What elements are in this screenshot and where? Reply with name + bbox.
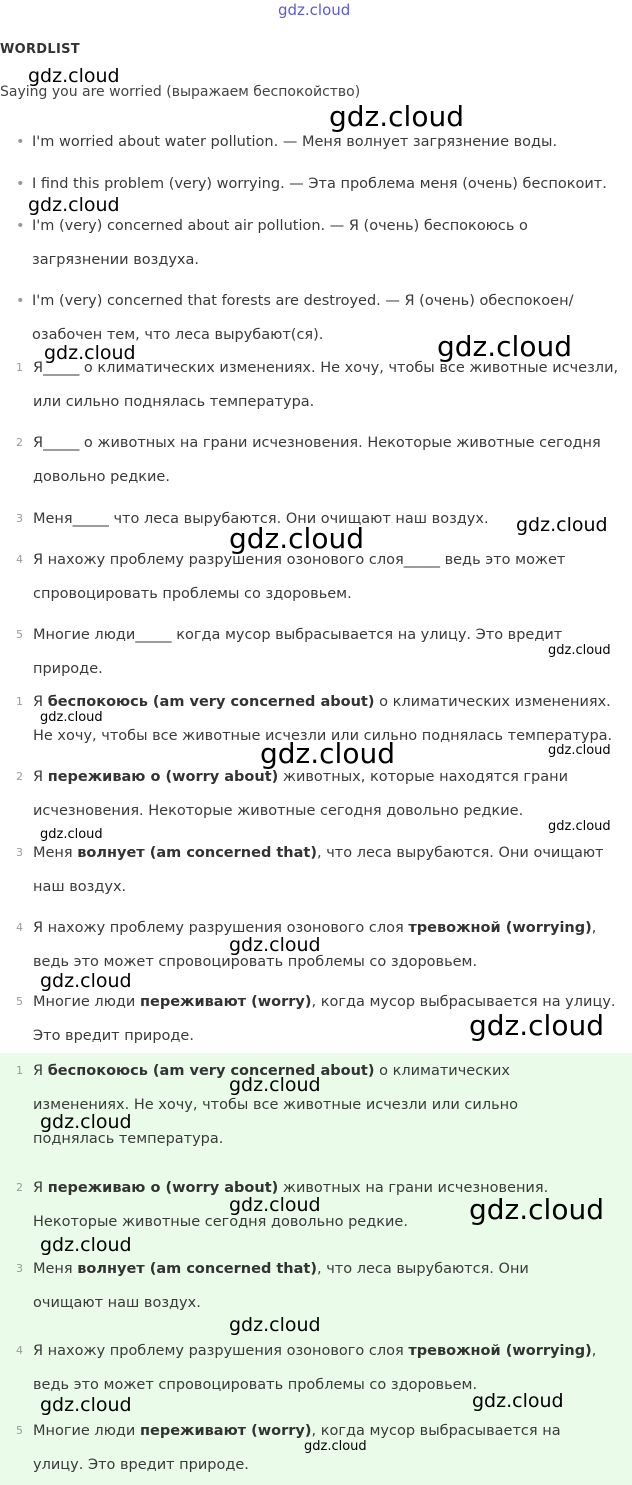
answer-item <box>12 836 628 904</box>
watermark: gdz.cloud <box>329 100 464 133</box>
answer-number: 4 <box>16 921 23 934</box>
answer-item <box>12 911 628 979</box>
watermark: gdz.cloud <box>40 970 132 992</box>
exercise-text: Я_____ о климатических изменениях. Не хочу, чтобы все животные исчезли, или сильно поднялась температура. <box>33 360 619 410</box>
wordlist-item-text: • I'm worried about water pollution. — Меня волнует загрязнение воды. <box>32 134 558 150</box>
answer-number: 5 <box>16 995 23 1008</box>
answer-text: Я переживаю о (worry about) животных, которые находятся грани исчезновения. Некоторые животные сегодня довольно редкие. <box>33 769 569 819</box>
exercise-item <box>12 543 628 611</box>
answer-item <box>12 685 628 753</box>
highlighted-answer-item <box>12 1252 582 1320</box>
answer-number: 3 <box>16 1262 23 1275</box>
exercise-number: 2 <box>16 436 23 449</box>
answer-item <box>12 985 628 1053</box>
watermark: gdz.cloud <box>437 330 572 363</box>
wordlist-item-text: • I'm (very) concerned that forests are destroyed. — Я (очень) обеспокоен/ озабочен тем, что леса вырубают(ся). <box>32 293 574 343</box>
highlighted-answer-item <box>12 1054 572 1156</box>
answer-item <box>12 760 628 828</box>
answer-key-phrase: переживают (worry) <box>139 1423 312 1439</box>
watermark: gdz.cloud <box>40 710 103 725</box>
exercise-number: 3 <box>16 512 23 525</box>
watermark: gdz.cloud <box>229 934 321 956</box>
watermark: gdz.cloud <box>40 1234 132 1256</box>
answer-key-phrase: беспокоюсь (am very concerned about) <box>47 1063 375 1079</box>
watermark-top: gdz.cloud <box>278 1 351 19</box>
watermark: gdz.cloud <box>548 819 611 834</box>
watermark: gdz.cloud <box>469 1193 604 1226</box>
answer-text: Меня волнует (am concerned that), что леса вырубаются. Они очищают наш воздух. <box>33 845 604 895</box>
answer-key-phrase: переживаю о (worry about) <box>47 1180 279 1196</box>
answer-number: 1 <box>16 695 23 708</box>
wordlist-item <box>12 284 628 352</box>
wordlist-item-text: • I find this problem (very) worrying. — Эта проблема меня (очень) беспокоит. <box>32 176 607 192</box>
watermark: gdz.cloud <box>229 1314 321 1336</box>
wordlist-item <box>12 209 628 277</box>
watermark: gdz.cloud <box>304 1439 367 1454</box>
answer-text: Я нахожу проблему разрушения озонового слоя тревожной (worrying), ведь это может спровоцировать проблемы со здоровьем. <box>33 1343 597 1393</box>
exercise-item <box>12 502 628 536</box>
exercise-number: 1 <box>16 361 23 374</box>
answer-text: Меня волнует (am concerned that), что леса вырубаются. Они очищают наш воздух. <box>33 1261 529 1311</box>
answer-number: 5 <box>16 1424 23 1437</box>
wordlist-subheading: Saying you are worried (выражаем беспокойство) <box>0 84 361 100</box>
wordlist-item <box>12 167 628 201</box>
wordlist-item <box>12 125 628 159</box>
answer-text: Я беспокоюсь (am very concerned about) о климатических изменениях. Не хочу, чтобы все животные исчезли или сильно поднялась температура. <box>33 1063 518 1147</box>
highlighted-answer-item <box>12 1414 612 1482</box>
highlighted-answer-item <box>12 1171 602 1239</box>
highlighted-answer-item <box>12 1334 632 1402</box>
answer-text: Я переживаю о (worry about) животных на грани исчезновения. Некоторые животные сегодня довольно редкие. <box>33 1180 549 1230</box>
answer-key-phrase: волнует (am concerned that) <box>77 1261 317 1277</box>
watermark: gdz.cloud <box>44 342 136 364</box>
answer-text: Многие люди переживают (worry), когда мусор выбрасывается на улицу. Это вредит природе. <box>33 1423 561 1473</box>
watermark: gdz.cloud <box>516 514 608 536</box>
exercise-text: Меня_____ что леса вырубаются. Они очищают наш воздух. <box>33 511 489 527</box>
watermark: gdz.cloud <box>229 522 364 555</box>
answer-number: 1 <box>16 1064 23 1077</box>
watermark: gdz.cloud <box>548 643 611 658</box>
answer-key-phrase: тревожной (worrying) <box>408 920 592 936</box>
answer-key-phrase: беспокоюсь (am very concerned about) <box>47 694 375 710</box>
answer-number: 4 <box>16 1344 23 1357</box>
answer-text: Я нахожу проблему разрушения озонового слоя тревожной (worrying), ведь это может спровоцировать проблемы со здоровьем. <box>33 920 597 970</box>
answer-key-phrase: переживают (worry) <box>139 994 312 1010</box>
exercise-item <box>12 351 628 419</box>
answer-key-phrase: тревожной (worrying) <box>408 1343 592 1359</box>
watermark: gdz.cloud <box>229 1194 321 1216</box>
exercise-item <box>12 618 628 686</box>
exercise-number: 4 <box>16 553 23 566</box>
wordlist-heading: WORDLIST <box>0 42 80 57</box>
watermark: gdz.cloud <box>548 743 611 758</box>
watermark: gdz.cloud <box>229 1074 321 1096</box>
watermark: gdz.cloud <box>28 65 120 87</box>
watermark: gdz.cloud <box>260 737 395 770</box>
wordlist-item-text: • I'm (very) concerned about air pollution. — Я (очень) беспокоюсь о загрязнении воздуха. <box>32 218 528 268</box>
watermark: gdz.cloud <box>40 1394 132 1416</box>
exercise-text: Я_____ о животных на грани исчезновения. Некоторые животные сегодня довольно редкие. <box>33 435 601 485</box>
watermark: gdz.cloud <box>28 194 120 216</box>
watermark: gdz.cloud <box>40 1111 132 1133</box>
exercise-text: Я нахожу проблему разрушения озонового слоя_____ ведь это может спровоцировать проблемы со здоровьем. <box>33 552 566 602</box>
exercise-number: 5 <box>16 628 23 641</box>
watermark: gdz.cloud <box>40 827 103 842</box>
answer-number: 2 <box>16 770 23 783</box>
exercise-text: Многие люди_____ когда мусор выбрасывается на улицу. Это вредит природе. <box>33 627 563 677</box>
answer-number: 2 <box>16 1181 23 1194</box>
watermark: gdz.cloud <box>469 1009 604 1042</box>
answer-text: Многие люди переживают (worry), когда мусор выбрасывается на улицу. Это вредит природе. <box>33 994 616 1044</box>
answer-number: 3 <box>16 846 23 859</box>
watermark: gdz.cloud <box>472 1390 564 1412</box>
exercise-item <box>12 426 628 494</box>
answer-text: Я беспокоюсь (am very concerned about) о климатических изменениях. Не хочу, чтобы все животные исчезли или сильно поднялась температура. <box>33 694 613 744</box>
answer-key-phrase: переживаю о (worry about) <box>47 769 279 785</box>
answer-key-phrase: волнует (am concerned that) <box>77 845 317 861</box>
